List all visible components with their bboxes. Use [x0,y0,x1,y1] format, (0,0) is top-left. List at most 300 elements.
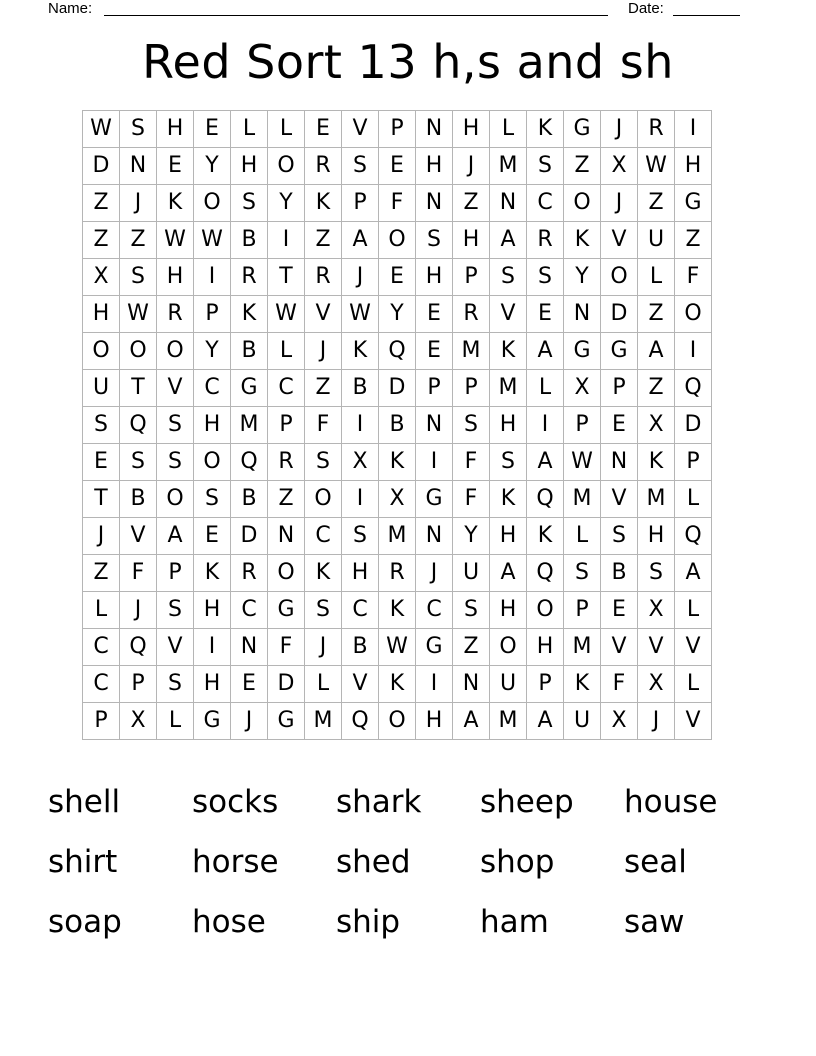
grid-cell[interactable]: M [453,333,490,370]
grid-cell[interactable]: E [83,444,120,481]
grid-cell[interactable]: K [490,333,527,370]
grid-cell[interactable]: Y [194,148,231,185]
grid-cell[interactable]: S [453,592,490,629]
grid-cell[interactable]: O [120,333,157,370]
grid-cell[interactable]: H [416,703,453,740]
grid-cell[interactable]: U [564,703,601,740]
grid-cell[interactable]: B [379,407,416,444]
grid-cell[interactable]: O [157,481,194,518]
grid-cell[interactable]: O [194,185,231,222]
grid-cell[interactable]: S [305,444,342,481]
grid-cell[interactable]: D [675,407,712,444]
grid-cell[interactable]: J [342,259,379,296]
grid-cell[interactable]: V [157,629,194,666]
grid-cell[interactable]: H [527,629,564,666]
grid-cell[interactable]: B [342,370,379,407]
grid-cell[interactable]: E [194,111,231,148]
grid-cell[interactable]: C [416,592,453,629]
grid-cell[interactable]: W [194,222,231,259]
grid-cell[interactable]: Q [379,333,416,370]
grid-cell[interactable]: I [416,666,453,703]
grid-cell[interactable]: W [342,296,379,333]
grid-cell[interactable]: A [342,222,379,259]
grid-cell[interactable]: M [490,703,527,740]
grid-cell[interactable]: N [601,444,638,481]
grid-cell[interactable]: Z [83,555,120,592]
grid-cell[interactable]: V [601,629,638,666]
grid-cell[interactable]: W [268,296,305,333]
grid-cell[interactable]: Q [675,518,712,555]
grid-cell[interactable]: S [305,592,342,629]
grid-cell[interactable]: C [231,592,268,629]
grid-cell[interactable]: E [157,148,194,185]
grid-cell[interactable]: Z [83,185,120,222]
grid-cell[interactable]: D [601,296,638,333]
grid-cell[interactable]: K [527,518,564,555]
grid-cell[interactable]: S [601,518,638,555]
grid-cell[interactable]: H [453,111,490,148]
grid-cell[interactable]: J [638,703,675,740]
grid-cell[interactable]: K [305,185,342,222]
grid-cell[interactable]: W [638,148,675,185]
grid-cell[interactable]: X [638,592,675,629]
grid-cell[interactable]: H [490,592,527,629]
grid-cell[interactable]: E [416,333,453,370]
grid-cell[interactable]: L [675,481,712,518]
grid-cell[interactable]: G [601,333,638,370]
grid-row [83,592,712,629]
grid-cell[interactable]: A [157,518,194,555]
grid-cell[interactable]: C [342,592,379,629]
grid-cell[interactable]: O [157,333,194,370]
grid-cell[interactable]: G [231,370,268,407]
word-list-item: house [624,784,718,820]
grid-cell[interactable]: Z [453,185,490,222]
grid-cell[interactable]: Z [638,185,675,222]
grid-cell[interactable]: E [601,407,638,444]
grid-cell[interactable]: V [675,703,712,740]
grid-cell[interactable]: P [120,666,157,703]
grid-cell[interactable]: A [527,703,564,740]
grid-cell[interactable]: S [416,222,453,259]
grid-row [83,444,712,481]
grid-cell[interactable]: D [379,370,416,407]
grid-cell[interactable]: J [120,592,157,629]
grid-cell[interactable]: L [231,111,268,148]
word-list [48,776,768,956]
grid-cell[interactable]: P [601,370,638,407]
grid-cell[interactable]: X [379,481,416,518]
grid-cell[interactable]: E [231,666,268,703]
grid-cell[interactable]: H [194,407,231,444]
grid-cell[interactable]: P [675,444,712,481]
grid-cell[interactable]: S [194,481,231,518]
grid-cell[interactable]: D [83,148,120,185]
grid-cell[interactable]: R [305,259,342,296]
grid-cell[interactable]: P [157,555,194,592]
grid-cell[interactable]: Q [120,407,157,444]
grid-cell[interactable]: X [83,259,120,296]
grid-cell[interactable]: S [157,407,194,444]
grid-cell[interactable]: K [342,333,379,370]
grid-cell[interactable]: L [305,666,342,703]
grid-cell[interactable]: V [342,111,379,148]
grid-cell[interactable]: A [638,333,675,370]
grid-cell[interactable]: P [453,370,490,407]
grid-cell[interactable]: G [675,185,712,222]
grid-cell[interactable]: W [120,296,157,333]
grid-cell[interactable]: S [490,259,527,296]
date-label: Date: [628,0,664,17]
grid-cell[interactable]: A [527,444,564,481]
grid-cell[interactable]: S [157,592,194,629]
grid-cell[interactable]: M [490,148,527,185]
grid-cell[interactable]: S [231,185,268,222]
grid-cell[interactable]: I [342,407,379,444]
grid-cell[interactable]: V [638,629,675,666]
grid-cell[interactable]: H [490,407,527,444]
word-list-item: shirt [48,844,118,880]
grid-cell[interactable]: Z [268,481,305,518]
grid-cell[interactable]: P [268,407,305,444]
grid-cell[interactable]: C [83,666,120,703]
grid-cell[interactable]: P [564,407,601,444]
grid-cell[interactable]: R [231,259,268,296]
grid-cell[interactable]: Y [268,185,305,222]
grid-cell[interactable]: S [120,259,157,296]
grid-cell[interactable]: V [601,481,638,518]
grid-cell[interactable]: K [194,555,231,592]
grid-cell[interactable]: M [231,407,268,444]
grid-cell[interactable]: V [601,222,638,259]
grid-cell[interactable]: K [305,555,342,592]
grid-cell[interactable]: P [564,592,601,629]
grid-cell[interactable]: A [527,333,564,370]
grid-cell[interactable]: X [342,444,379,481]
grid-cell[interactable]: H [83,296,120,333]
grid-cell[interactable]: N [453,666,490,703]
grid-cell[interactable]: G [564,333,601,370]
grid-cell[interactable]: K [379,666,416,703]
grid-cell[interactable]: J [453,148,490,185]
grid-cell[interactable]: Q [342,703,379,740]
grid-cell[interactable]: W [379,629,416,666]
grid-cell[interactable]: O [305,481,342,518]
name-blank-line [104,15,608,16]
grid-cell[interactable]: P [527,666,564,703]
grid-cell[interactable]: F [379,185,416,222]
grid-cell[interactable]: J [601,111,638,148]
grid-cell[interactable]: I [268,222,305,259]
grid-cell[interactable]: I [675,333,712,370]
grid-cell[interactable]: R [231,555,268,592]
grid-cell[interactable]: O [490,629,527,666]
grid-cell[interactable]: H [638,518,675,555]
grid-cell[interactable]: V [342,666,379,703]
grid-cell[interactable]: M [564,481,601,518]
grid-cell[interactable]: Z [564,148,601,185]
grid-cell[interactable]: L [564,518,601,555]
grid-cell[interactable]: M [379,518,416,555]
grid-cell[interactable]: H [157,111,194,148]
grid-cell[interactable]: O [675,296,712,333]
grid-cell[interactable]: C [268,370,305,407]
grid-cell[interactable]: O [379,222,416,259]
grid-cell[interactable]: J [83,518,120,555]
grid-cell[interactable]: E [379,148,416,185]
grid-cell[interactable]: K [379,444,416,481]
grid-cell[interactable]: J [120,185,157,222]
grid-cell[interactable]: X [601,703,638,740]
grid-cell[interactable]: F [601,666,638,703]
grid-cell[interactable]: M [490,370,527,407]
grid-cell[interactable]: W [83,111,120,148]
grid-cell[interactable]: D [231,518,268,555]
grid-cell[interactable]: O [379,703,416,740]
grid-cell[interactable]: O [601,259,638,296]
grid-cell[interactable]: Q [231,444,268,481]
grid-cell[interactable]: P [194,296,231,333]
grid-cell[interactable]: J [305,629,342,666]
grid-cell[interactable]: C [194,370,231,407]
grid-cell[interactable]: Y [453,518,490,555]
grid-cell[interactable]: E [416,296,453,333]
grid-cell[interactable]: F [120,555,157,592]
grid-cell[interactable]: X [564,370,601,407]
grid-cell[interactable]: B [231,222,268,259]
grid-cell[interactable]: N [268,518,305,555]
grid-cell[interactable]: O [268,555,305,592]
grid-cell[interactable]: F [453,481,490,518]
grid-cell[interactable]: G [194,703,231,740]
grid-cell[interactable]: A [490,222,527,259]
grid-cell[interactable]: E [601,592,638,629]
grid-cell[interactable]: O [83,333,120,370]
grid-cell[interactable]: L [83,592,120,629]
grid-cell[interactable]: J [305,333,342,370]
grid-cell[interactable]: R [157,296,194,333]
grid-cell[interactable]: K [564,222,601,259]
grid-cell[interactable]: H [490,518,527,555]
grid-cell[interactable]: G [268,703,305,740]
grid-cell[interactable]: O [564,185,601,222]
grid-cell[interactable]: S [120,111,157,148]
grid-cell[interactable]: Z [120,222,157,259]
grid-cell[interactable]: S [83,407,120,444]
grid-row [83,629,712,666]
grid-cell[interactable]: K [490,481,527,518]
grid-cell[interactable]: S [490,444,527,481]
grid-cell[interactable]: R [638,111,675,148]
grid-cell[interactable]: U [490,666,527,703]
grid-cell[interactable]: T [268,259,305,296]
grid-row [83,703,712,740]
grid-cell[interactable]: B [342,629,379,666]
grid-cell[interactable]: X [638,666,675,703]
grid-cell[interactable]: P [379,111,416,148]
grid-cell[interactable]: H [342,555,379,592]
grid-cell[interactable]: Q [527,555,564,592]
grid-cell[interactable]: V [157,370,194,407]
grid-cell[interactable]: I [194,259,231,296]
grid-cell[interactable]: F [305,407,342,444]
grid-cell[interactable]: J [416,555,453,592]
grid-cell[interactable]: U [453,555,490,592]
grid-cell[interactable]: L [638,259,675,296]
grid-cell[interactable]: N [416,518,453,555]
word-list-item: ship [336,904,401,940]
grid-cell[interactable]: Y [379,296,416,333]
grid-cell[interactable]: D [268,666,305,703]
grid-cell[interactable]: H [194,592,231,629]
grid-cell[interactable]: P [342,185,379,222]
grid-cell[interactable]: E [527,296,564,333]
grid-cell[interactable]: H [231,148,268,185]
grid-cell[interactable]: N [416,111,453,148]
grid-cell[interactable]: M [564,629,601,666]
grid-cell[interactable]: W [157,222,194,259]
grid-cell[interactable]: Q [675,370,712,407]
grid-cell[interactable]: M [638,481,675,518]
grid-cell[interactable]: G [564,111,601,148]
grid-cell[interactable]: A [490,555,527,592]
grid-cell[interactable]: R [268,444,305,481]
grid-cell[interactable]: P [453,259,490,296]
grid-cell[interactable]: K [157,185,194,222]
grid-cell[interactable]: K [379,592,416,629]
grid-cell[interactable]: Q [527,481,564,518]
grid-cell[interactable]: O [268,148,305,185]
grid-cell[interactable]: S [638,555,675,592]
grid-cell[interactable]: Z [453,629,490,666]
grid-cell[interactable]: V [675,629,712,666]
grid-cell[interactable]: Q [120,629,157,666]
grid-cell[interactable]: N [120,148,157,185]
grid-cell[interactable]: L [675,666,712,703]
grid-cell[interactable]: G [416,481,453,518]
grid-cell[interactable]: A [453,703,490,740]
grid-cell[interactable]: O [527,592,564,629]
grid-cell[interactable]: S [120,444,157,481]
grid-cell[interactable]: F [675,259,712,296]
grid-cell[interactable]: Z [305,222,342,259]
grid-cell[interactable]: P [416,370,453,407]
grid-cell[interactable]: R [379,555,416,592]
grid-cell[interactable]: S [527,148,564,185]
grid-cell[interactable]: N [416,185,453,222]
grid-cell[interactable]: C [83,629,120,666]
grid-cell[interactable]: X [601,148,638,185]
grid-cell[interactable]: H [194,666,231,703]
grid-cell[interactable]: R [527,222,564,259]
grid-cell[interactable]: N [416,407,453,444]
grid-cell[interactable]: I [416,444,453,481]
grid-cell[interactable]: L [268,333,305,370]
grid-cell[interactable]: U [638,222,675,259]
grid-cell[interactable]: P [83,703,120,740]
grid-cell[interactable]: L [268,111,305,148]
grid-cell[interactable]: O [194,444,231,481]
grid-cell[interactable]: T [83,481,120,518]
grid-cell[interactable]: S [157,444,194,481]
grid-cell[interactable]: N [490,185,527,222]
grid-cell[interactable]: J [231,703,268,740]
grid-cell[interactable]: A [675,555,712,592]
grid-cell[interactable]: M [305,703,342,740]
grid-cell[interactable]: Z [638,370,675,407]
grid-cell[interactable]: K [527,111,564,148]
grid-cell[interactable]: S [342,518,379,555]
grid-cell[interactable]: S [453,407,490,444]
grid-cell[interactable]: T [120,370,157,407]
grid-cell[interactable]: C [527,185,564,222]
header-line [48,0,740,18]
grid-cell[interactable]: H [416,259,453,296]
grid-cell[interactable]: I [342,481,379,518]
grid-cell[interactable]: H [675,148,712,185]
grid-cell[interactable]: R [453,296,490,333]
grid-cell[interactable]: K [564,666,601,703]
grid-cell[interactable]: L [490,111,527,148]
grid-cell[interactable]: S [564,555,601,592]
grid-cell[interactable]: F [268,629,305,666]
grid-cell[interactable]: Z [675,222,712,259]
grid-cell[interactable]: X [120,703,157,740]
grid-cell[interactable]: Z [83,222,120,259]
grid-cell[interactable]: E [379,259,416,296]
grid-cell[interactable]: X [638,407,675,444]
grid-cell[interactable]: I [675,111,712,148]
grid-cell[interactable]: H [416,148,453,185]
grid-cell[interactable]: B [231,333,268,370]
grid-cell[interactable]: H [157,259,194,296]
grid-cell[interactable]: S [157,666,194,703]
grid-cell[interactable]: W [564,444,601,481]
grid-cell[interactable]: S [527,259,564,296]
grid-cell[interactable]: Z [305,370,342,407]
grid-cell[interactable]: I [194,629,231,666]
grid-cell[interactable]: H [453,222,490,259]
grid-cell[interactable]: V [490,296,527,333]
grid-cell[interactable]: U [83,370,120,407]
grid-cell[interactable]: Y [564,259,601,296]
grid-cell[interactable]: L [527,370,564,407]
grid-cell[interactable]: N [231,629,268,666]
grid-cell[interactable]: B [601,555,638,592]
grid-cell[interactable]: B [120,481,157,518]
grid-cell[interactable]: B [231,481,268,518]
grid-cell[interactable]: L [675,592,712,629]
grid-cell[interactable]: G [416,629,453,666]
grid-cell[interactable]: V [305,296,342,333]
grid-cell[interactable]: Z [638,296,675,333]
grid-cell[interactable]: L [157,703,194,740]
grid-cell[interactable]: N [564,296,601,333]
grid-cell[interactable]: C [305,518,342,555]
grid-cell[interactable]: E [305,111,342,148]
grid-cell[interactable]: J [601,185,638,222]
grid-cell[interactable]: Y [194,333,231,370]
grid-cell[interactable]: I [527,407,564,444]
grid-cell[interactable]: V [120,518,157,555]
grid-cell[interactable]: K [638,444,675,481]
grid-cell[interactable]: S [342,148,379,185]
grid-cell[interactable]: E [194,518,231,555]
grid-cell[interactable]: G [268,592,305,629]
grid-cell[interactable]: F [453,444,490,481]
grid-cell[interactable]: R [305,148,342,185]
grid-cell[interactable]: K [231,296,268,333]
